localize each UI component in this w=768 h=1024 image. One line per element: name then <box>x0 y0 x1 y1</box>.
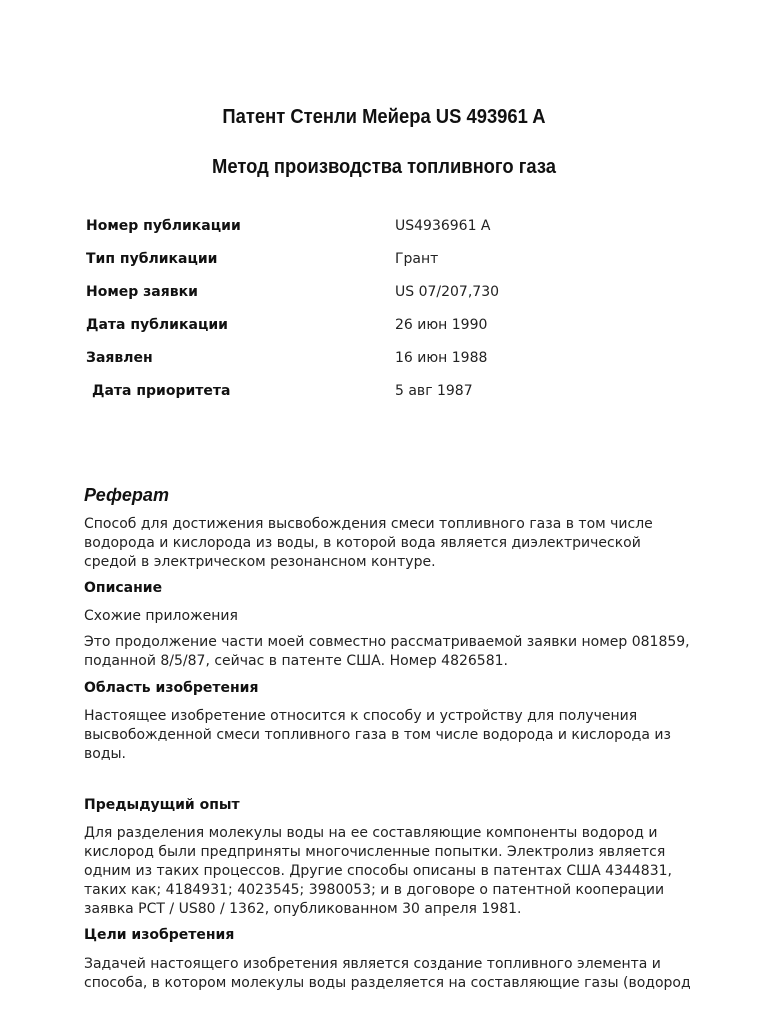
abstract-text: Способ для достижения высвобождения смеси топливного газа в том числе водорода и кислорода из воды, в которой вода является диэлектрической средой в электрическом резонансном контуре. <box>84 516 653 570</box>
description-heading: Описание <box>84 580 163 596</box>
continuation-text: Это продолжение части моей совместно рассматриваемой заявки номер 081859, поданной 8/5/87, сейчас в патенте США. Номер 4826581. <box>84 634 690 669</box>
abstract-heading: Реферат <box>84 485 169 505</box>
meta-value-application-number: US 07/207,730 <box>395 284 500 300</box>
prior-art-text: Для разделения молекулы воды на ее составляющие компоненты водород и кислород были предприняты многочисленные попытки. Электролиз является одним из таких процессов. Другие способы описаны в патентах США 4344831, таких как; 4184931; 4023545; 3980053; и в договоре о патентной кооперации заявка PCT / US80 / 1362, опубликованном 30 апреля 1981. <box>84 825 672 917</box>
objects-of-invention-text: Задачей настоящего изобретения является создание топливного элемента и способа, в котором молекулы воды разделяется на составляющие газы (водород <box>84 956 691 991</box>
field-of-invention-heading: Область изобретения <box>84 680 259 696</box>
meta-value-publication-type: Грант <box>395 251 439 267</box>
meta-label-application-number: Номер заявки <box>86 284 198 300</box>
objects-of-invention-heading: Цели изобретения <box>84 927 235 943</box>
document-title: Патент Стенли Мейера US 493961 A <box>222 106 546 128</box>
meta-value-priority-date: 5 авг 1987 <box>395 383 473 399</box>
prior-art-heading: Предыдущий опыт <box>84 797 240 813</box>
meta-label-publication-number: Номер публикации <box>86 218 241 234</box>
meta-label-publication-type: Тип публикации <box>86 251 218 267</box>
related-applications-text: Схожие приложения <box>84 608 238 624</box>
meta-label-publication-date: Дата публикации <box>86 317 228 333</box>
meta-value-publication-number: US4936961 A <box>395 218 491 234</box>
field-of-invention-text: Настоящее изобретение относится к способу и устройству для получения высвобожденной смеси топливного газа в том числе водорода и кислорода из воды. <box>84 708 671 762</box>
document-subtitle: Метод производства топливного газа <box>212 156 556 178</box>
meta-label-filed: Заявлен <box>86 350 153 366</box>
meta-value-filed: 16 июн 1988 <box>395 350 488 366</box>
meta-value-publication-date: 26 июн 1990 <box>395 317 488 333</box>
meta-label-priority-date: Дата приоритета <box>92 383 231 399</box>
